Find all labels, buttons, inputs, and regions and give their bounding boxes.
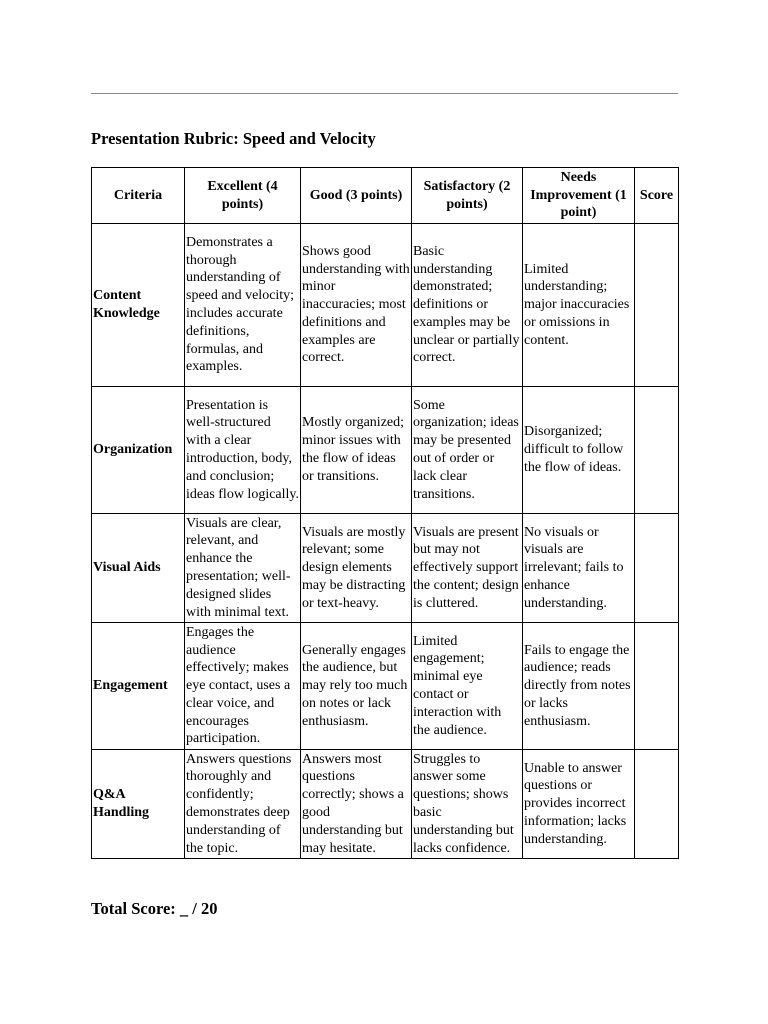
page-title: Presentation Rubric: Speed and Velocity xyxy=(91,129,376,148)
excellent-cell: Demonstrates a thorough understanding of speed and velocity; includes accurate definitions, formulas, and examples. xyxy=(185,224,301,387)
header-good: Good (3 points) xyxy=(301,168,412,224)
total-score: Total Score: _ / 20 xyxy=(91,899,218,918)
score-cell[interactable] xyxy=(635,224,679,387)
satisfactory-cell: Visuals are present but may not effectively support the content; design is cluttered. xyxy=(412,514,523,623)
excellent-cell: Visuals are clear, relevant, and enhance the presentation; well-designed slides with minimal text. xyxy=(185,514,301,623)
table-row xyxy=(92,750,679,859)
score-cell[interactable] xyxy=(635,750,679,859)
header-excellent: Excellent (4 points) xyxy=(185,168,301,224)
header-score: Score xyxy=(635,168,679,224)
top-divider xyxy=(91,93,678,94)
table-row xyxy=(92,387,679,514)
needs-improvement-cell: Fails to engage the audience; reads directly from notes or lacks enthusiasm. xyxy=(523,623,635,750)
criteria-cell: Organization xyxy=(92,387,185,514)
needs-improvement-cell: No visuals or visuals are irrelevant; fails to enhance understanding. xyxy=(523,514,635,623)
satisfactory-cell: Limited engagement; minimal eye contact or interaction with the audience. xyxy=(412,623,523,750)
good-cell: Generally engages the audience, but may rely too much on notes or lack enthusiasm. xyxy=(301,623,412,750)
score-cell[interactable] xyxy=(635,387,679,514)
criteria-cell: Engagement xyxy=(92,623,185,750)
satisfactory-cell: Basic understanding demonstrated; definitions or examples may be unclear or partially correct. xyxy=(412,224,523,387)
excellent-cell: Presentation is well-structured with a clear introduction, body, and conclusion; ideas flow logically. xyxy=(185,387,301,514)
needs-improvement-cell: Unable to answer questions or provides incorrect information; lacks understanding. xyxy=(523,750,635,859)
header-criteria: Criteria xyxy=(92,168,185,224)
score-cell[interactable] xyxy=(635,514,679,623)
criteria-cell: Content Knowledge xyxy=(92,224,185,387)
rubric-table xyxy=(91,167,679,859)
satisfactory-cell: Struggles to answer some questions; shows basic understanding but lacks confidence. xyxy=(412,750,523,859)
good-cell: Answers most questions correctly; shows a good understanding but may hesitate. xyxy=(301,750,412,859)
good-cell: Mostly organized; minor issues with the flow of ideas or transitions. xyxy=(301,387,412,514)
excellent-cell: Engages the audience effectively; makes eye contact, uses a clear voice, and encourages participation. xyxy=(185,623,301,750)
good-cell: Shows good understanding with minor inaccuracies; most definitions and examples are correct. xyxy=(301,224,412,387)
needs-improvement-cell: Limited understanding; major inaccuracies or omissions in content. xyxy=(523,224,635,387)
table-row xyxy=(92,514,679,623)
satisfactory-cell: Some organization; ideas may be presented out of order or lack clear transitions. xyxy=(412,387,523,514)
table-row xyxy=(92,224,679,387)
criteria-cell: Q&A Handling xyxy=(92,750,185,859)
header-satisfactory: Satisfactory (2 points) xyxy=(412,168,523,224)
score-cell[interactable] xyxy=(635,623,679,750)
header-row xyxy=(92,168,679,224)
excellent-cell: Answers questions thoroughly and confidently; demonstrates deep understanding of the topic. xyxy=(185,750,301,859)
criteria-cell: Visual Aids xyxy=(92,514,185,623)
header-needs-improvement: Needs Improvement (1 point) xyxy=(523,168,635,224)
table-row xyxy=(92,623,679,750)
needs-improvement-cell: Disorganized; difficult to follow the flow of ideas. xyxy=(523,387,635,514)
good-cell: Visuals are mostly relevant; some design elements may be distracting or text-heavy. xyxy=(301,514,412,623)
